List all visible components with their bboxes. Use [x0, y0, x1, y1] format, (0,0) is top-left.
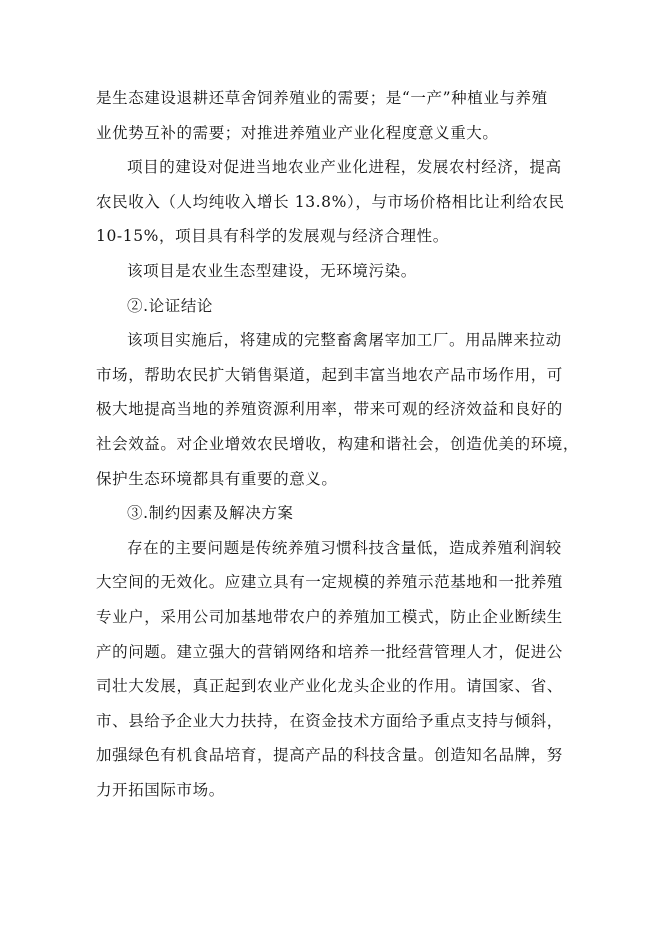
text-line: 项目的建设对促进当地农业产业化进程，发展农村经济，提高 — [127, 158, 562, 177]
text-line: 大空间的无效化。应建立具有一定规模的养殖示范基地和一批养殖 — [96, 573, 563, 592]
text-line: 极大地提高当地的养殖资源利用率，带来可观的经济效益和良好的 — [96, 400, 563, 419]
text-line: 力开拓国际市场。 — [96, 780, 225, 799]
section-heading-constraints — [96, 496, 592, 531]
text-line: 保护生态环境都具有重要的意义。 — [96, 469, 338, 488]
text-line: ③.制约因素及解决方案 — [127, 504, 294, 523]
text-line: 市、县给予企业大力扶持，在资金技术方面给予重点支持与倾斜， — [96, 711, 563, 730]
text-line: 司壮大发展，真正起到农业产业化龙头企业的作用。请国家、省、 — [96, 677, 563, 696]
paragraph-conclusion — [96, 323, 592, 496]
text-line: 业优势互补的需要；对推进养殖业产业化程度意义重大。 — [96, 123, 499, 142]
section-heading-conclusion — [96, 289, 592, 324]
document-body — [96, 81, 592, 807]
text-line: 存在的主要问题是传统养殖习惯科技含量低，造成养殖利润较 — [127, 538, 562, 557]
text-line: ②.论证结论 — [127, 296, 214, 315]
paragraph-project-benefits — [96, 150, 592, 254]
text-line: 该项目是农业生态型建设，无环境污染。 — [127, 261, 417, 280]
paragraph-ecology-need — [96, 81, 592, 150]
text-line: 社会效益。对企业增效农民增收，构建和谐社会，创造优美的环境， — [96, 434, 580, 453]
text-line: 10-15%，项目具有科学的发展观与经济合理性。 — [96, 227, 449, 246]
text-line: 产的问题。建立强大的营销网络和培养一批经营管理人才，促进公 — [96, 642, 563, 661]
text-line: 专业户，采用公司加基地带农户的养殖加工模式，防止企业断续生 — [96, 607, 563, 626]
text-line: 该项目实施后，将建成的完整畜禽屠宰加工厂。用品牌来拉动 — [127, 331, 562, 350]
text-line: 是生态建设退耕还草舍饲养殖业的需要；是“一产”种植业与养殖 — [96, 89, 548, 107]
text-line: 农民收入（人均纯收入增长 13.8%），与市场价格相比让利给农民 — [96, 192, 565, 211]
text-line: 加强绿色有机食品培育，提高产品的科技含量。创造知名品牌，努 — [96, 746, 563, 765]
text-line: 市场，帮助农民扩大销售渠道，起到丰富当地农产品市场作用，可 — [96, 365, 563, 384]
paragraph-constraints-solutions — [96, 531, 592, 808]
paragraph-no-pollution — [96, 254, 592, 289]
